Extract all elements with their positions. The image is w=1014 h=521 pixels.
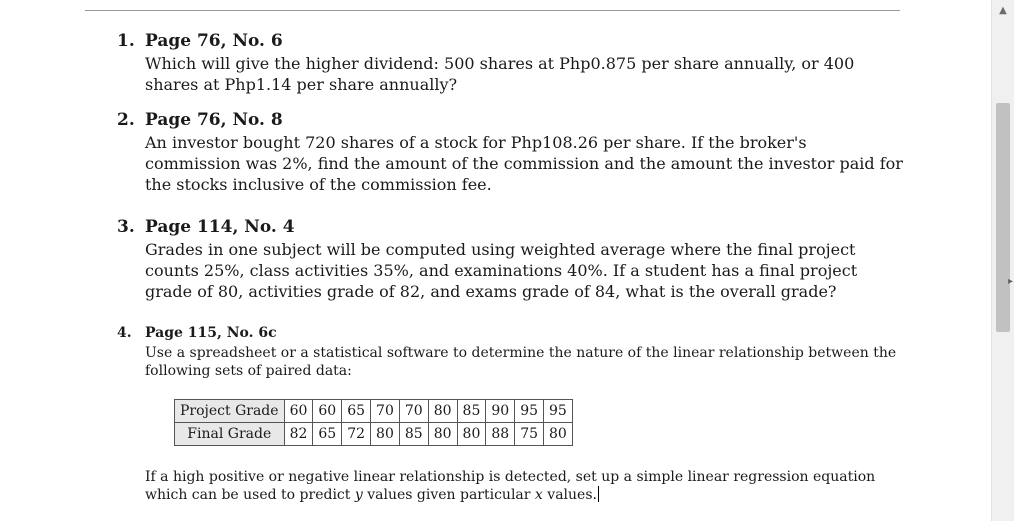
table-cell: 80 (457, 423, 486, 446)
variable-y: y (354, 487, 363, 503)
followup-part: If a high positive or negative linear relationship is detected, set up a simple linear regression equation which can be used to predict (145, 469, 876, 503)
followup-text (145, 468, 915, 504)
problem-title: Page 76, No. 8 (145, 110, 283, 130)
table-cell: 95 (515, 400, 544, 423)
table-cell: 90 (486, 400, 515, 423)
problem-text: Use a spreadsheet or a statistical software to determine the nature of the linear relationship between the following sets of paired data: (145, 345, 897, 379)
table-cell: 80 (544, 423, 573, 446)
problem-title: Page 115, No. 6c (145, 325, 277, 341)
variable-x: x (534, 487, 543, 503)
table-cell: 95 (544, 400, 573, 423)
followup-paragraph (145, 468, 915, 504)
table-cell: 80 (428, 423, 457, 446)
scrollbar-thumb[interactable] (996, 103, 1010, 332)
table-cell: 85 (457, 400, 486, 423)
problem-title: Page 114, No. 4 (145, 217, 295, 237)
row-label: Project Grade (175, 400, 285, 423)
problem-number: 4. (117, 325, 132, 341)
paired-data-table (174, 399, 573, 446)
chevron-up-icon[interactable]: ▲ (999, 5, 1007, 16)
problem-number: 2. (117, 110, 135, 130)
problem-text: An investor bought 720 shares of a stock for Php108.26 per share. If the broker's commission was 2%, find the amount of the commission and the amount the investor paid for the stocks inclusive of the commission fee. (145, 133, 903, 194)
followup-part: values given particular (362, 487, 535, 503)
problem-number: 3. (117, 217, 135, 237)
table-cell: 75 (515, 423, 544, 446)
problem-text: Grades in one subject will be computed using weighted average where the final project counts 25%, class activities 35%, and examinations 40%. If a student has a final project grade of 80, activities grade of 82, and exams grade of 84, what is the overall grade? (145, 240, 858, 301)
table-cell: 88 (486, 423, 515, 446)
table-cell: 80 (371, 423, 400, 446)
vertical-scrollbar[interactable] (991, 0, 1014, 521)
table-cell: 65 (342, 400, 371, 423)
table-cell: 82 (284, 423, 313, 446)
table-cell: 80 (428, 400, 457, 423)
table-cell: 70 (371, 400, 400, 423)
table-row (175, 400, 573, 423)
table-cell: 72 (342, 423, 371, 446)
problem-text: Which will give the higher dividend: 500 shares at Php0.875 per share annually, or 400 shares at Php1.14 per share annually? (145, 54, 855, 94)
problem-title: Page 76, No. 6 (145, 31, 283, 51)
table-cell: 60 (284, 400, 313, 423)
table-cell: 60 (313, 400, 342, 423)
problem-number: 1. (117, 31, 135, 51)
table-cell: 85 (399, 423, 428, 446)
table-cell: 65 (313, 423, 342, 446)
table-cell: 70 (399, 400, 428, 423)
divider (85, 10, 900, 11)
followup-part: values. (542, 487, 597, 503)
text-cursor (598, 486, 599, 502)
table-row (175, 423, 573, 446)
chevron-right-icon[interactable]: ▸ (1007, 276, 1013, 287)
row-label: Final Grade (175, 423, 285, 446)
